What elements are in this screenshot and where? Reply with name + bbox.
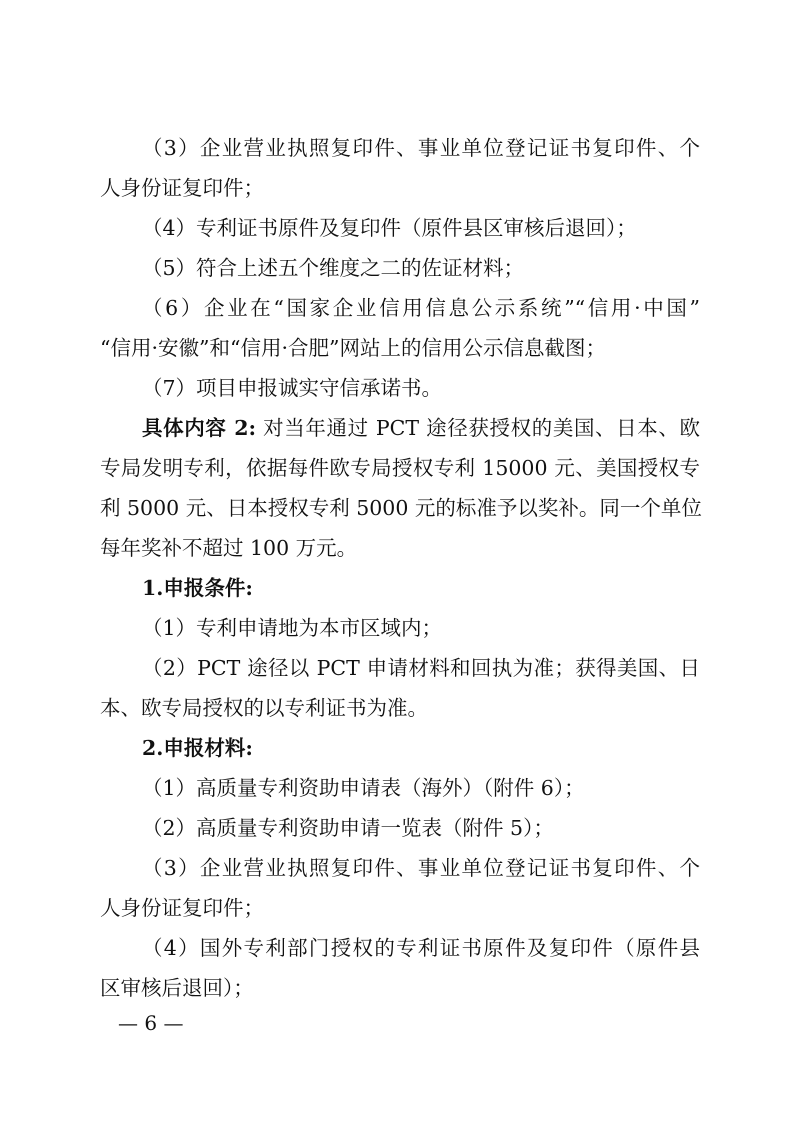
body-line: （2）高质量专利资助申请一览表（附件 5）； [142,816,554,840]
body-line: 人身份证复印件； [100,896,264,920]
body-line: （3）企业营业执照复印件、事业单位登记证书复印件、个 [142,856,700,880]
body-line: 专局发明专利，依据每件欧专局授权专利 15000 元、美国授权专 [100,456,700,480]
body-line: （2）PCT 途径以 PCT 申请材料和回执为准；获得美国、日 [142,656,700,680]
section-heading: 1.申报条件: [142,576,253,600]
body-line: （4）专利证书原件及复印件（原件县区审核后退回）； [142,216,637,240]
body-line: 人身份证复印件； [100,176,264,200]
document-body [100,128,700,1008]
section-label: 具体内容 2: [142,416,257,440]
body-line: “信用·安徽”和“信用·合肥”网站上的信用公示信息截图； [100,336,606,360]
body-line: 区审核后退回）； [100,976,254,1000]
body-line: （1）高质量专利资助申请表（海外）（附件 6）； [142,776,585,800]
section-heading: 2.申报材料: [142,736,253,760]
body-line: （5）符合上述五个维度之二的佐证材料； [142,256,525,280]
body-line: 每年奖补不超过 100 万元。 [100,536,358,560]
body-line: 利 5000 元、日本授权专利 5000 元的标准予以奖补。同一个单位 [100,496,702,520]
page-number: — 6 — [118,1011,184,1035]
body-line: 具体内容 2: 对当年通过 PCT 途径获授权的美国、日本、欧 [142,416,701,440]
body-line: 本、欧专局授权的以专利证书为准。 [100,696,428,720]
body-line: （4）国外专利部门授权的专利证书原件及复印件（原件县 [142,936,700,960]
body-line: （6）企业在“国家企业信用信息公示系统”“信用·中国” [142,296,700,320]
body-line: （7）项目申报诚实守信承诺书。 [142,376,443,400]
body-line: （1）专利申请地为本市区域内； [142,616,443,640]
body-line: （3）企业营业执照复印件、事业单位登记证书复印件、个 [142,136,700,160]
